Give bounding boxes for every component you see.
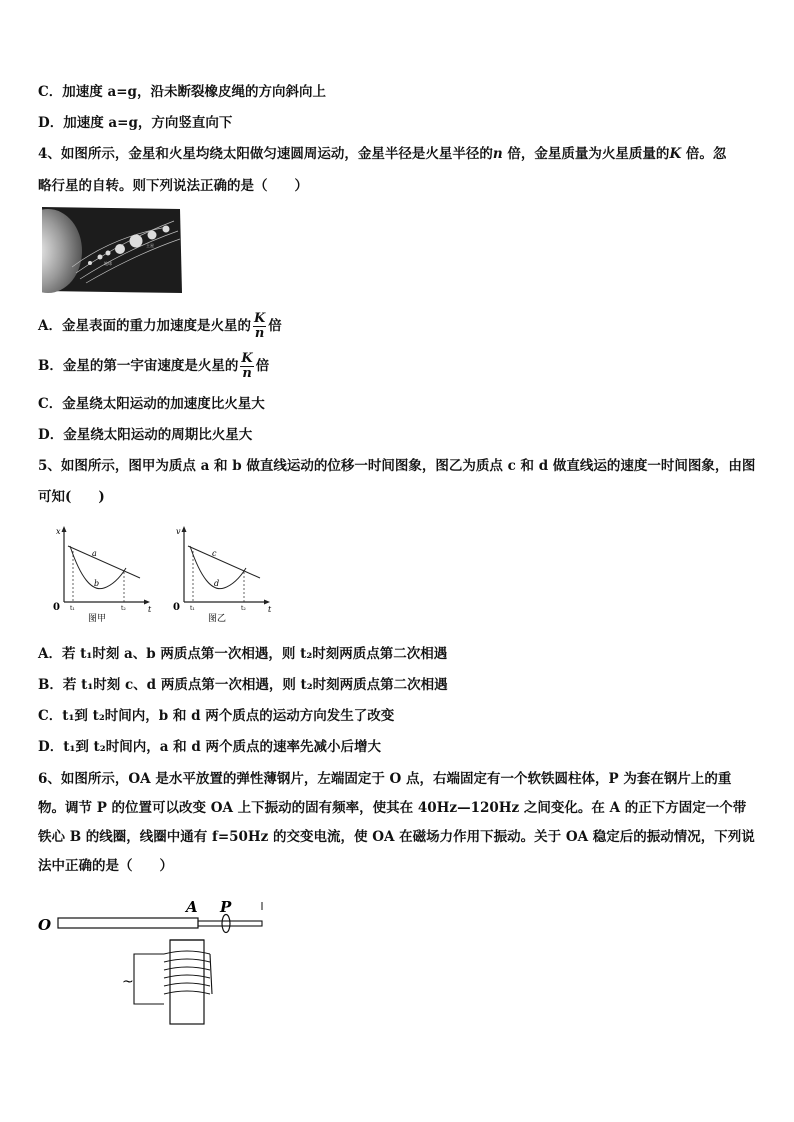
coil-windings [164, 951, 212, 994]
figure-caption: 图乙 [208, 614, 227, 624]
svg-text:土星: 土星 [146, 243, 154, 248]
svg-text:地球: 地球 [104, 261, 112, 266]
q6-figure [36, 894, 276, 1032]
solar-system-image [42, 207, 182, 295]
curve-d-label: d [214, 579, 220, 588]
q5-option-c: C．t₁到 t₂时间内，b 和 d 两个质点的运动方向发生了改变 [38, 708, 395, 724]
curve-a-label: a [92, 549, 97, 558]
q5-figure-b [164, 524, 274, 630]
q5-option-b: B．若 t₁时刻 c、d 两质点第一次相遇，则 t₂时刻两质点第二次相遇 [38, 677, 448, 693]
q3-option-d: D．加速度 a=g，方向竖直向下 [38, 115, 233, 131]
solar-system-figure [42, 207, 182, 299]
q4-stem-line2: 略行星的自转。则下列说法正确的是（ ） [38, 178, 308, 194]
fraction-k-over-n: $\frac{K}{n}$ [253, 311, 266, 341]
t1-label: t₁ [190, 605, 195, 612]
vibrating-reed-diagram [36, 894, 276, 1028]
q5-option-a: A．若 t₁时刻 a、b 两质点第一次相遇，则 t₂时刻两质点第二次相遇 [38, 646, 448, 662]
label-p: P [220, 898, 232, 916]
figure-caption: 图甲 [88, 614, 107, 624]
q5-option-d: D．t₁到 t₂时间内，a 和 d 两个质点的速率先减小后增大 [38, 739, 381, 755]
y-axis-label: v [176, 527, 181, 536]
v-t-graph [164, 524, 274, 626]
curve-b-label: b [94, 579, 100, 588]
t2-label: t₂ [241, 605, 246, 612]
q4-option-b: B．金星的第一宇宙速度是火星的 $\frac{K}{n}$ 倍 [38, 351, 270, 381]
label-a: A [186, 898, 198, 916]
x-t-graph [44, 524, 154, 626]
x-axis-label: t [148, 605, 152, 614]
q5-stem-line1: 5、如图所示，图甲为质点 a 和 b 做直线运动的位移一时间图象，图乙为质点 c 和 d 做直线运的速度一时间图象，由图 [38, 458, 756, 474]
ac-source-symbol: ~ [122, 974, 134, 990]
q4-stem-line1: 4、如图所示，金星和火星均绕太阳做匀速圆周运动，金星半径是火星半径的n 倍，金星质量为火星质量的K 倍。忽 [38, 146, 727, 162]
q4-option-a: A．金星表面的重力加速度是火星的 $\frac{K}{n}$ 倍 [38, 311, 282, 341]
t2-label: t₂ [121, 605, 126, 612]
q5-stem-line2: 可知( ) [38, 489, 105, 505]
y-axis-label: x [56, 527, 61, 536]
origin-label: 0 [173, 602, 180, 613]
curve-c-label: c [212, 549, 217, 558]
steel-strip [58, 918, 198, 928]
iron-core-b [170, 940, 204, 1024]
weight-p [222, 915, 230, 933]
t1-label: t₁ [70, 605, 75, 612]
origin-label: 0 [53, 602, 60, 613]
fraction-k-over-n: $\frac{K}{n}$ [241, 351, 253, 381]
circuit-wire [134, 954, 164, 1004]
q3-option-c: C．加速度 a=g，沿未断裂橡皮绳的方向斜向上 [38, 84, 326, 100]
q4-option-d: D．金星绕太阳运动的周期比火星大 [38, 427, 253, 443]
x-axis-label: t [268, 605, 272, 614]
q6-stem: 6、如图所示，OA 是水平放置的弹性薄钢片，左端固定于 O 点，右端固定有一个软铁圆柱体，P 为套在钢片上的重物。调节 P 的位置可以改变 OA 上下振动的固有频率，使其在 40Hz—120Hz 之间变化。在 A 的正下方固定一个带铁心 B 的线圈，线圈中通有 f=50Hz 的交变电流，使 OA 在磁场力作用下振动。关于 OA 稳定后的振动情况，下列说法中正确的是（ ） [38, 771, 755, 874]
q4-option-c: C．金星绕太阳运动的加速度比火星大 [38, 396, 265, 412]
label-o: O [38, 916, 52, 934]
q5-figure-a [44, 524, 154, 630]
